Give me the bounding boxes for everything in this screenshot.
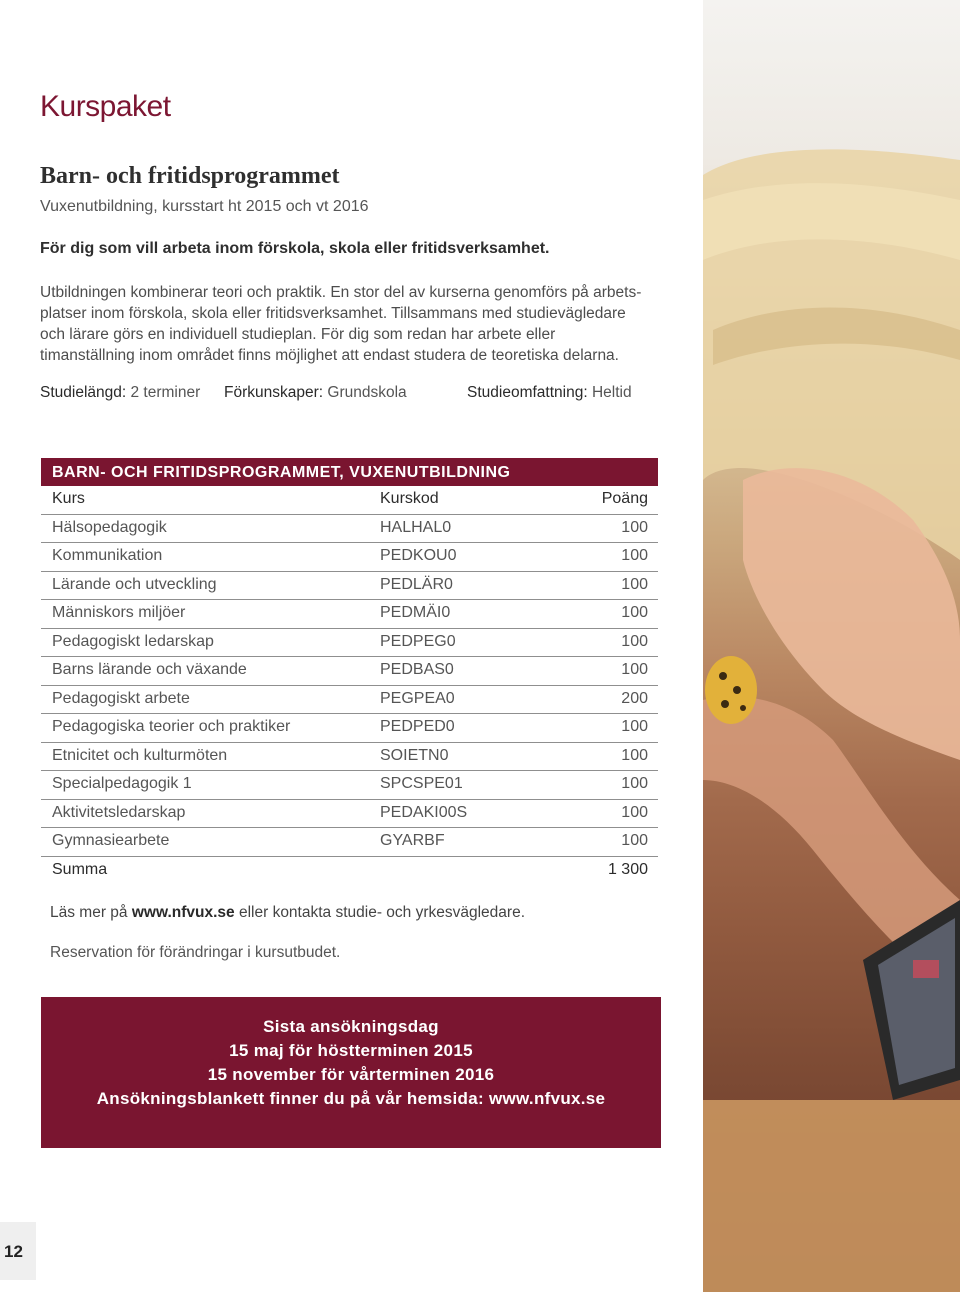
table-row [41, 686, 658, 715]
reservation-note: Reservation för förändringar i kursutbudet. [50, 944, 341, 961]
course-points: 100 [621, 746, 648, 764]
table-row [41, 800, 658, 829]
course-name: Kommunikation [52, 547, 163, 564]
table-row [41, 629, 658, 658]
course-code: PEDPED0 [380, 718, 455, 735]
table-row [41, 657, 658, 686]
course-code: PEGPEA0 [380, 689, 455, 707]
course-points: 100 [621, 575, 648, 593]
website-link[interactable]: www.nfvux.se [131, 904, 235, 921]
prerequisites-value: Grundskola [327, 384, 407, 401]
table-row [41, 543, 658, 572]
page-number-tab [0, 1222, 36, 1280]
course-name: Aktivitetsledarskap [52, 803, 186, 821]
course-name: Hälsopedagogik [52, 518, 167, 536]
table-row [41, 515, 658, 544]
table-row [41, 600, 658, 629]
column-header-points: Poäng [601, 490, 648, 507]
course-points: 100 [621, 803, 648, 821]
table-row [41, 828, 658, 857]
sum-value: 1 300 [607, 860, 648, 878]
child-with-tablet-photo [703, 0, 960, 1292]
course-name: Pedagogiskt arbete [52, 689, 190, 707]
course-code: PEDBAS0 [380, 661, 454, 678]
course-code: PEDLÄR0 [380, 575, 453, 593]
course-table-header [41, 486, 658, 515]
study-scope [467, 384, 632, 402]
program-lead: För dig som vill arbeta inom förskola, skola eller fritidsverksamhet. [40, 240, 550, 257]
course-name: Barns lärande och växande [52, 661, 247, 678]
course-code: SPCSPE01 [380, 775, 463, 792]
photo-illustration [703, 0, 960, 1292]
course-points: 100 [621, 547, 648, 564]
course-table [41, 458, 658, 884]
table-sum-row [41, 857, 658, 885]
study-length [40, 384, 200, 402]
section-title: Kurspaket [40, 90, 171, 123]
course-points: 100 [621, 775, 648, 792]
application-deadline-box [41, 997, 661, 1148]
course-code: PEDPEG0 [380, 632, 456, 650]
study-length-value: 2 terminer [130, 384, 201, 401]
course-points: 100 [621, 661, 648, 678]
study-scope-label: Studieomfattning: [467, 384, 588, 401]
program-title: Barn- och fritidsprogrammet [40, 163, 340, 189]
course-table-title: BARN- OCH FRITIDSPROGRAMMET, VUXENUTBILDNING [41, 458, 658, 486]
course-code: GYARBF [380, 832, 445, 849]
table-row [41, 572, 658, 601]
course-name: Pedagogiska teorier och praktiker [52, 718, 291, 735]
course-code: PEDMÄI0 [380, 604, 451, 621]
course-points: 100 [621, 518, 648, 536]
prerequisites-label: Förkunskaper: [224, 384, 324, 401]
course-name: Pedagogiskt ledarskap [52, 632, 214, 650]
read-more-prefix: Läs mer på [50, 904, 128, 921]
table-row [41, 714, 658, 743]
sum-label: Summa [52, 860, 108, 878]
course-code: PEDAKI00S [380, 803, 468, 821]
program-description: Utbildningen kombinerar teori och praktik. En stor del av kurserna genomförs på arbetsplatser inom förskola, skola eller fritidsverksamhet. Tillsammans med studievägledare och lärare görs en individuell studieplan. För dig som redan har arbete eller timanställning inom området finns möjlighet att endast studera de teoretiska delarna. [40, 284, 642, 364]
course-points: 100 [621, 632, 648, 650]
prerequisites [224, 384, 407, 402]
course-name: Specialpedagogik 1 [52, 775, 192, 792]
deadline-spring: 15 november för vårterminen 2016 [207, 1065, 495, 1084]
course-points: 200 [621, 689, 648, 707]
course-name: Etnicitet och kulturmöten [52, 746, 228, 764]
course-code: HALHAL0 [380, 518, 452, 536]
study-length-label: Studielängd: [40, 384, 127, 401]
table-row [41, 771, 658, 800]
study-scope-value: Heltid [591, 384, 632, 401]
column-header-code: Kurskod [380, 490, 439, 507]
course-code: SOIETN0 [380, 746, 449, 764]
course-name: Människors miljöer [52, 604, 186, 621]
column-header-course: Kurs [52, 490, 85, 507]
read-more-text [50, 904, 525, 922]
program-subtitle: Vuxenutbildning, kursstart ht 2015 och vt 2016 [40, 198, 369, 215]
course-points: 100 [621, 604, 648, 621]
page-number: 12 [4, 1242, 23, 1261]
course-name: Gymnasiearbete [52, 832, 170, 849]
course-code: PEDKOU0 [380, 547, 457, 564]
deadline-autumn: 15 maj för höstterminen 2015 [229, 1041, 473, 1060]
table-row [41, 743, 658, 772]
application-form-info: Ansökningsblankett finner du på vår hemsida: www.nfvux.se [96, 1089, 606, 1108]
read-more-suffix: eller kontakta studie- och yrkesvägledare. [238, 904, 526, 921]
deadline-heading: Sista ansökningsdag [263, 1017, 439, 1036]
course-name: Lärande och utveckling [52, 575, 217, 593]
course-points: 100 [621, 718, 648, 735]
course-points: 100 [621, 832, 648, 849]
